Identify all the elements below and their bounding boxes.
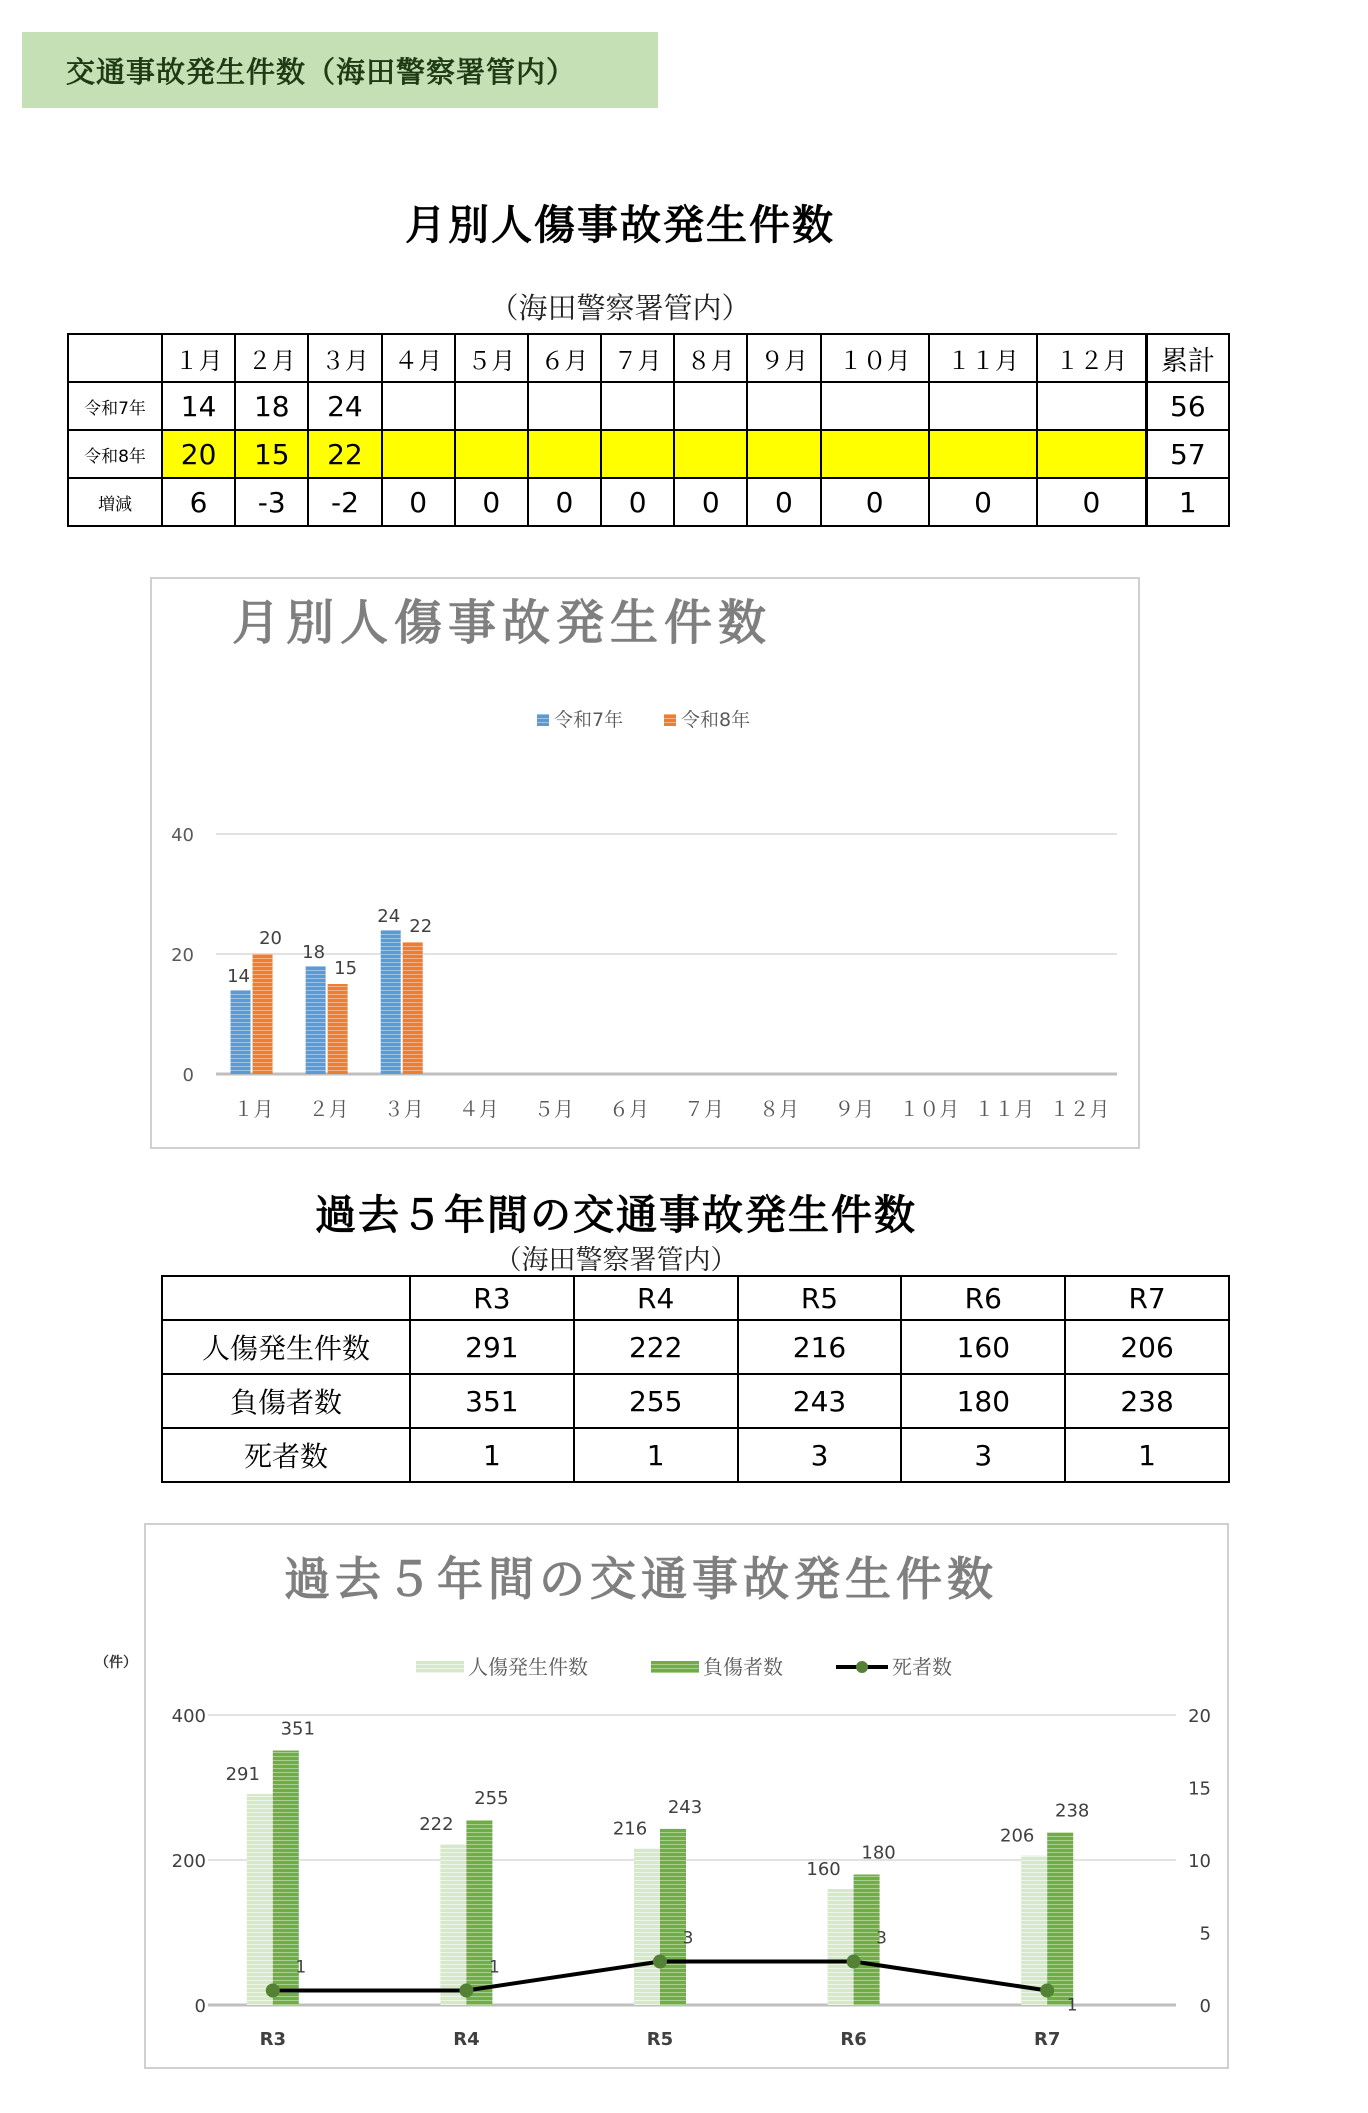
line-point bbox=[459, 1984, 473, 1998]
table-cell: 216 bbox=[738, 1320, 902, 1374]
table-cell: 0 bbox=[929, 478, 1037, 526]
table-cell bbox=[601, 382, 674, 430]
col-header: １１月 bbox=[929, 334, 1037, 382]
table-cell bbox=[455, 430, 528, 478]
x-tick-label: １１月 bbox=[974, 1097, 1035, 1121]
row-label: 増減 bbox=[68, 478, 162, 526]
table-cell: 56 bbox=[1146, 382, 1229, 430]
x-tick-label: ５月 bbox=[533, 1097, 574, 1121]
monthly-table bbox=[67, 333, 1230, 527]
data-label: 22 bbox=[409, 916, 433, 937]
chart-title: 過去５年間の交通事故発生件数 bbox=[284, 1552, 998, 1606]
bar bbox=[403, 942, 423, 1074]
data-label: 206 bbox=[1000, 1825, 1035, 1847]
table-cell: 238 bbox=[1065, 1374, 1229, 1428]
table-cell bbox=[1037, 382, 1146, 430]
bar bbox=[1021, 1856, 1047, 2005]
five-year-title: 過去５年間の交通事故発生件数 bbox=[315, 1191, 917, 1239]
data-label: 255 bbox=[474, 1788, 509, 1810]
bar bbox=[231, 990, 251, 1074]
data-label: 1 bbox=[488, 1957, 500, 1978]
x-tick-label: R4 bbox=[453, 2029, 480, 2050]
col-header: １０月 bbox=[821, 334, 929, 382]
table-cell: 351 bbox=[410, 1374, 574, 1428]
table-cell: 0 bbox=[601, 478, 674, 526]
table-cell bbox=[601, 430, 674, 478]
y-tick-label: 40 bbox=[171, 825, 194, 846]
y2-tick-label: 20 bbox=[1188, 1706, 1211, 1727]
table-cell: 160 bbox=[901, 1320, 1065, 1374]
y-tick-label: 400 bbox=[171, 1706, 206, 1727]
col-header: ８月 bbox=[674, 334, 747, 382]
x-tick-label: ４月 bbox=[458, 1097, 499, 1121]
five-year-chart bbox=[146, 1525, 1227, 2067]
table-cell: 1 bbox=[410, 1428, 574, 1482]
table-cell bbox=[528, 430, 601, 478]
y-tick-label: 0 bbox=[182, 1065, 194, 1086]
col-header: ３月 bbox=[308, 334, 381, 382]
monthly-title: 月別人傷事故発生件数 bbox=[405, 201, 835, 249]
x-tick-label: １月 bbox=[233, 1097, 274, 1121]
five-year-subtitle: （海田警察署管内） bbox=[494, 1245, 738, 1276]
table-cell bbox=[674, 430, 747, 478]
monthly-header-row bbox=[68, 334, 1229, 382]
y2-tick-label: 10 bbox=[1188, 1851, 1211, 1872]
table-cell: 57 bbox=[1146, 430, 1229, 478]
col-header: R5 bbox=[738, 1276, 902, 1320]
table-cell bbox=[528, 382, 601, 430]
table-cell bbox=[747, 430, 820, 478]
table-cell: 18 bbox=[235, 382, 308, 430]
y-tick-label: 20 bbox=[171, 945, 194, 966]
monthly-row-r8 bbox=[68, 430, 1229, 478]
col-header: １月 bbox=[162, 334, 235, 382]
data-label: 238 bbox=[1055, 1800, 1090, 1822]
five-year-table bbox=[161, 1275, 1230, 1483]
x-tick-label: R7 bbox=[1034, 2029, 1061, 2050]
section-header bbox=[22, 32, 658, 108]
table-cell: 15 bbox=[235, 430, 308, 478]
col-header: １２月 bbox=[1037, 334, 1146, 382]
five-year-y-unit: （件） bbox=[95, 1655, 137, 1671]
legend-label: 令和7年 bbox=[554, 709, 624, 731]
data-label: 24 bbox=[377, 906, 401, 927]
table-cell bbox=[455, 382, 528, 430]
monthly-chart-frame bbox=[150, 577, 1140, 1149]
col-header: 累計 bbox=[1146, 334, 1229, 382]
table-cell: 243 bbox=[738, 1374, 902, 1428]
x-tick-label: R3 bbox=[259, 2029, 286, 2050]
data-label: 20 bbox=[259, 928, 282, 949]
legend-marker bbox=[856, 1661, 868, 1673]
legend-swatch bbox=[537, 714, 549, 726]
legend-swatch bbox=[416, 1661, 464, 1673]
legend-swatch bbox=[651, 1661, 699, 1673]
bar bbox=[381, 930, 401, 1074]
line-point bbox=[266, 1984, 280, 1998]
data-label: 1 bbox=[295, 1957, 307, 1978]
table-cell: 22 bbox=[308, 430, 381, 478]
col-header: R6 bbox=[901, 1276, 1065, 1320]
five-year-row-deaths bbox=[162, 1428, 1229, 1482]
table-cell: 222 bbox=[574, 1320, 738, 1374]
data-label: 14 bbox=[227, 966, 250, 987]
col-header: R4 bbox=[574, 1276, 738, 1320]
row-label: 令和7年 bbox=[68, 382, 162, 430]
table-cell: 20 bbox=[162, 430, 235, 478]
col-header: ４月 bbox=[382, 334, 455, 382]
table-cell bbox=[382, 382, 455, 430]
five-year-row-accidents bbox=[162, 1320, 1229, 1374]
table-cell: 0 bbox=[528, 478, 601, 526]
monthly-subtitle: （海田警察署管内） bbox=[489, 291, 751, 325]
data-label: 222 bbox=[419, 1814, 454, 1836]
table-cell: 0 bbox=[455, 478, 528, 526]
x-tick-label: ２月 bbox=[308, 1097, 349, 1121]
bar bbox=[306, 966, 326, 1074]
data-label: 3 bbox=[876, 1928, 888, 1949]
legend-label: 人傷発生件数 bbox=[468, 1655, 588, 1679]
table-cell: 14 bbox=[162, 382, 235, 430]
data-label: 180 bbox=[861, 1842, 896, 1864]
x-tick-label: ７月 bbox=[684, 1097, 725, 1121]
y-tick-label: 200 bbox=[171, 1851, 206, 1872]
line-point bbox=[1040, 1984, 1054, 1998]
table-cell bbox=[382, 430, 455, 478]
data-label: 351 bbox=[280, 1718, 315, 1740]
table-cell: 3 bbox=[738, 1428, 902, 1482]
data-label: 18 bbox=[302, 942, 326, 963]
y2-tick-label: 5 bbox=[1199, 1923, 1211, 1945]
monthly-chart bbox=[152, 579, 1138, 1147]
table-cell: 0 bbox=[674, 478, 747, 526]
table-cell bbox=[929, 430, 1037, 478]
five-year-chart-frame bbox=[144, 1523, 1229, 2069]
table-cell bbox=[747, 382, 820, 430]
col-header: R3 bbox=[410, 1276, 574, 1320]
table-cell: 180 bbox=[901, 1374, 1065, 1428]
chart-title: 月別人傷事故発生件数 bbox=[232, 595, 773, 651]
table-cell bbox=[929, 382, 1037, 430]
col-header: ７月 bbox=[601, 334, 674, 382]
bar bbox=[660, 1829, 686, 2005]
legend-label: 令和8年 bbox=[681, 709, 751, 731]
corner-cell bbox=[68, 334, 162, 382]
table-cell bbox=[821, 382, 929, 430]
x-tick-label: ９月 bbox=[834, 1097, 875, 1121]
table-cell: 291 bbox=[410, 1320, 574, 1374]
y2-tick-label: 15 bbox=[1188, 1778, 1211, 1800]
x-tick-label: １２月 bbox=[1049, 1097, 1110, 1121]
row-label: 令和8年 bbox=[68, 430, 162, 478]
table-cell: 1 bbox=[1065, 1428, 1229, 1482]
x-tick-label: ３月 bbox=[383, 1097, 424, 1121]
y-tick-label: 0 bbox=[194, 1996, 206, 2017]
bar bbox=[253, 954, 273, 1074]
monthly-row-diff bbox=[68, 478, 1229, 526]
table-cell: 0 bbox=[1037, 478, 1146, 526]
bar bbox=[1047, 1832, 1073, 2005]
legend-label: 死者数 bbox=[892, 1655, 952, 1679]
data-label: 291 bbox=[225, 1764, 260, 1786]
bar bbox=[328, 984, 348, 1074]
line-point bbox=[847, 1955, 861, 1969]
table-cell: 0 bbox=[821, 478, 929, 526]
row-label: 人傷発生件数 bbox=[162, 1320, 410, 1374]
bar bbox=[828, 1889, 854, 2005]
data-label: 15 bbox=[334, 958, 358, 979]
y2-tick-label: 0 bbox=[1199, 1996, 1211, 2017]
col-header: ５月 bbox=[455, 334, 528, 382]
bar bbox=[247, 1794, 273, 2005]
x-tick-label: R6 bbox=[840, 2029, 867, 2050]
table-cell: 0 bbox=[382, 478, 455, 526]
five-year-row-injured bbox=[162, 1374, 1229, 1428]
table-cell: 6 bbox=[162, 478, 235, 526]
col-header: ６月 bbox=[528, 334, 601, 382]
section-header-title: 交通事故発生件数（海田警察署管内） bbox=[66, 55, 577, 89]
line-point bbox=[653, 1955, 667, 1969]
monthly-row-r7 bbox=[68, 382, 1229, 430]
x-tick-label: R5 bbox=[646, 2029, 674, 2050]
table-cell: 24 bbox=[308, 382, 381, 430]
col-header: ９月 bbox=[747, 334, 820, 382]
table-cell bbox=[1037, 430, 1146, 478]
table-cell bbox=[674, 382, 747, 430]
table-cell: -2 bbox=[308, 478, 381, 526]
col-header: R7 bbox=[1065, 1276, 1229, 1320]
data-label: 160 bbox=[806, 1859, 841, 1880]
data-label: 3 bbox=[682, 1928, 694, 1949]
table-cell: 1 bbox=[574, 1428, 738, 1482]
table-cell: 1 bbox=[1146, 478, 1229, 526]
table-cell: 3 bbox=[901, 1428, 1065, 1482]
table-cell: 0 bbox=[747, 478, 820, 526]
table-cell: 206 bbox=[1065, 1320, 1229, 1374]
bar bbox=[634, 1848, 660, 2005]
row-label: 死者数 bbox=[162, 1428, 410, 1482]
table-cell bbox=[821, 430, 929, 478]
bar bbox=[440, 1844, 466, 2005]
x-tick-label: ８月 bbox=[759, 1097, 800, 1121]
data-label: 216 bbox=[612, 1818, 648, 1840]
x-tick-label: ６月 bbox=[608, 1097, 649, 1121]
five-year-header-row bbox=[162, 1276, 1229, 1320]
col-header: ２月 bbox=[235, 334, 308, 382]
legend-label: 負傷者数 bbox=[703, 1655, 783, 1679]
data-label: 1 bbox=[1066, 1995, 1078, 2016]
legend-swatch bbox=[664, 714, 676, 726]
table-cell: -3 bbox=[235, 478, 308, 526]
table-cell: 255 bbox=[574, 1374, 738, 1428]
x-tick-label: １０月 bbox=[899, 1097, 960, 1121]
row-label: 負傷者数 bbox=[162, 1374, 410, 1428]
data-label: 243 bbox=[667, 1796, 703, 1818]
corner-cell bbox=[162, 1276, 410, 1320]
